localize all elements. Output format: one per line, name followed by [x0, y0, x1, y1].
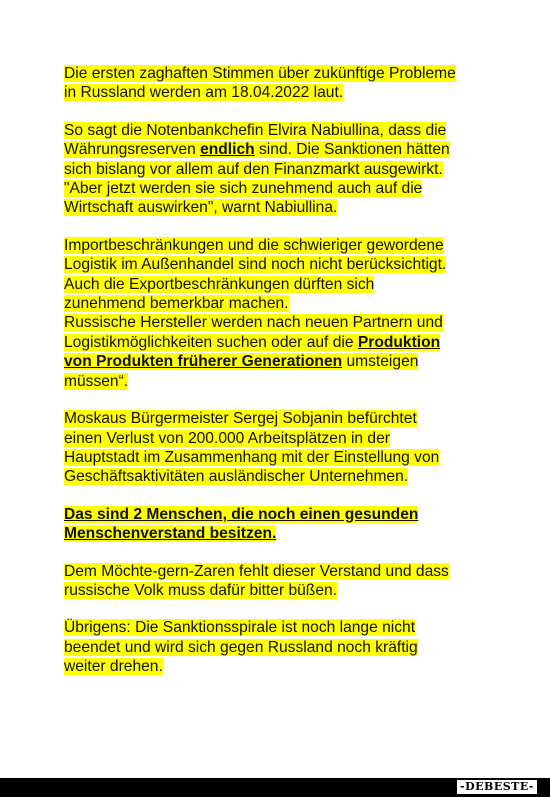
text-line — [64, 160, 494, 179]
highlighted-text — [64, 161, 443, 178]
text-line — [64, 275, 494, 294]
text-line — [64, 524, 494, 543]
paragraph — [64, 64, 494, 103]
text-segment: Wirtschaft auswirken", warnt Nabiullina. — [64, 199, 338, 217]
text-line — [64, 333, 494, 352]
text-segment: So sagt die Notenbankchefin Elvira Nabiullina, dass die — [64, 121, 447, 139]
paragraph — [64, 618, 494, 676]
text-segment: "Aber jetzt werden sie sich zunehmend auch auf die — [64, 180, 423, 198]
text-line — [64, 657, 494, 676]
debeste-logo: -DEBESTE- — [456, 779, 538, 795]
text-line — [64, 372, 494, 391]
text-line — [64, 638, 494, 657]
highlighted-text — [64, 449, 439, 466]
highlighted-text — [64, 353, 418, 370]
paragraph — [64, 562, 494, 601]
highlighted-text — [64, 314, 443, 331]
text-line — [64, 83, 494, 102]
text-line — [64, 140, 494, 159]
highlighted-text — [64, 582, 337, 599]
paragraph — [64, 236, 494, 391]
highlighted-text — [64, 430, 390, 447]
emphasized-text: Produktion — [357, 333, 441, 351]
text-line — [64, 313, 494, 332]
text-segment: Russische Hersteller werden nach neuen Partnern und — [64, 314, 443, 332]
text-segment: Übrigens: Die Sanktionsspirale ist noch lange nicht — [64, 619, 416, 637]
text-segment: Hauptstadt im Zusammenhang mit der Einstellung von — [64, 448, 440, 466]
text-line — [64, 467, 494, 486]
highlighted-text — [64, 525, 276, 542]
highlighted-text — [64, 563, 449, 580]
text-segment: Dem Möchte-gern-Zaren fehlt dieser Verstand und dass — [64, 562, 449, 580]
highlighted-text — [64, 237, 444, 254]
text-segment: Die ersten zaghaften Stimmen über zukünftige Probleme — [64, 65, 456, 82]
highlighted-text — [64, 141, 450, 158]
document-body — [64, 64, 494, 695]
text-line — [64, 179, 494, 198]
text-segment: zunehmend bemerkbar machen. — [64, 295, 289, 313]
highlighted-text — [64, 619, 415, 636]
text-line — [64, 448, 494, 467]
highlighted-text — [64, 468, 408, 485]
text-line — [64, 236, 494, 255]
highlighted-text — [64, 410, 417, 427]
emphasized-text: Das sind 2 Menschen, die noch einen gesunden — [64, 505, 419, 523]
emphasized-text: endlich — [200, 141, 255, 159]
text-segment: Logistikmöglichkeiten suchen oder auf die — [64, 333, 358, 351]
text-line — [64, 121, 494, 140]
text-line — [64, 618, 494, 637]
text-segment: beendet und wird sich gegen Russland noch kräftig — [64, 638, 418, 656]
highlighted-text — [64, 639, 418, 656]
text-line — [64, 352, 494, 371]
text-segment: weiter drehen. — [64, 658, 163, 676]
text-segment: Auch die Exportbeschränkungen dürften sich — [64, 275, 375, 293]
text-segment: einen Verlust von 200.000 Arbeitsplätzen in der — [64, 429, 390, 447]
paragraph — [64, 121, 494, 218]
highlighted-text — [64, 256, 446, 273]
highlighted-text — [64, 65, 456, 82]
highlighted-text — [64, 180, 422, 197]
text-segment: in Russland werden am 18.04.2022 laut. — [64, 84, 344, 102]
text-segment: russische Volk muss dafür bitter büßen. — [64, 581, 338, 599]
text-line — [64, 64, 494, 83]
text-segment: müssen“. — [64, 372, 129, 390]
highlighted-text — [64, 295, 289, 312]
paragraph — [64, 409, 494, 487]
text-segment: Logistik im Außenhandel sind noch nicht berücksichtigt. — [64, 256, 447, 274]
text-segment: Währungsreserven — [64, 141, 201, 159]
text-segment: umsteigen — [342, 353, 419, 371]
highlighted-text — [64, 373, 128, 390]
highlighted-text — [64, 658, 163, 675]
highlighted-text — [64, 199, 337, 216]
highlighted-text — [64, 276, 374, 293]
highlighted-text — [64, 122, 446, 139]
text-segment: Importbeschränkungen und die schwieriger gewordene — [64, 236, 444, 254]
text-line — [64, 429, 494, 448]
text-line — [64, 505, 494, 524]
text-segment: sind. Die Sanktionen hätten — [254, 141, 450, 159]
highlighted-text — [64, 334, 440, 351]
paragraph — [64, 505, 494, 544]
text-segment: Moskaus Bürgermeister Sergej Sobjanin befürchtet — [64, 410, 417, 428]
text-segment: sich bislang vor allem auf den Finanzmarkt ausgewirkt. — [64, 160, 443, 178]
highlighted-text — [64, 84, 343, 101]
text-line — [64, 581, 494, 600]
text-line — [64, 409, 494, 428]
text-segment: Geschäftsaktivitäten ausländischer Unternehmen. — [64, 468, 409, 486]
emphasized-text: von Produkten früherer Generationen — [64, 353, 343, 371]
highlighted-text — [64, 506, 418, 523]
text-line — [64, 198, 494, 217]
text-line — [64, 255, 494, 274]
text-line — [64, 562, 494, 581]
emphasized-text: Menschenverstand besitzen. — [64, 525, 277, 543]
text-line — [64, 294, 494, 313]
